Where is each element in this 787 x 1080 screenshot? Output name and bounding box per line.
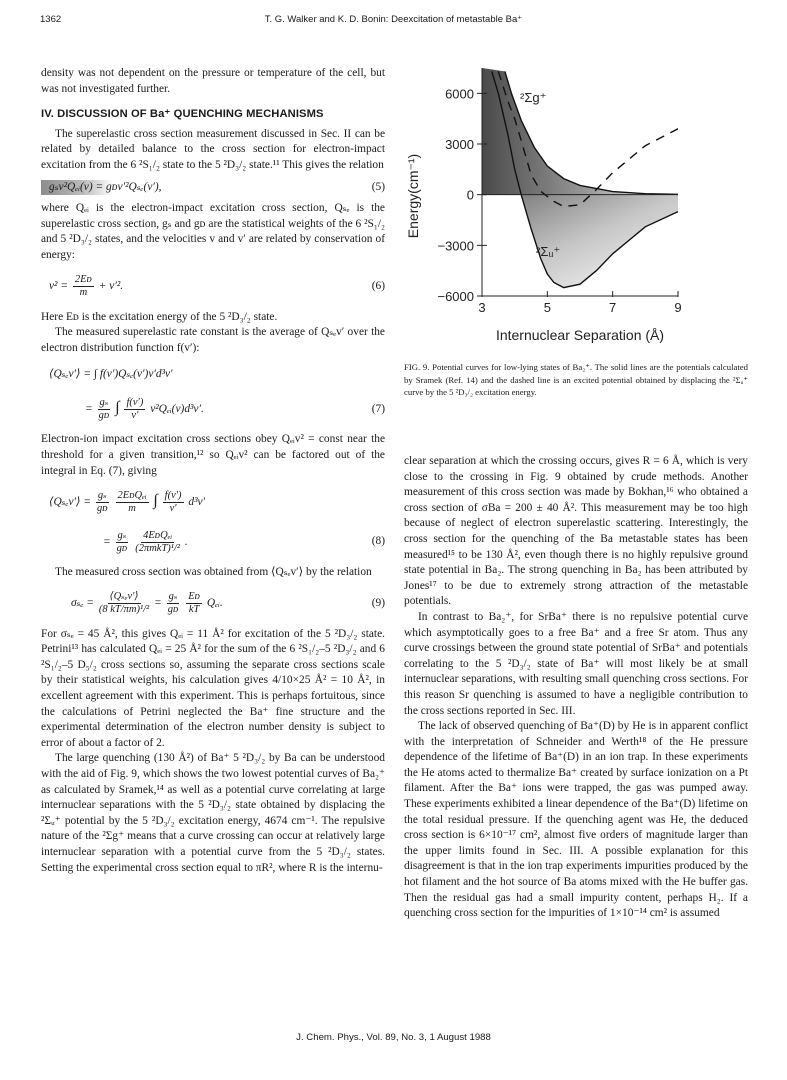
paragraph: For σₛₑ = 45 Å², this gives Qₑᵢ = 11 Å² for excitation of the 5 ²D₃/₂ state. Petrini¹³ has calculated Qₑᵢ = 25 Å² for the sum of the 6 ²S₁/₂–5 ²D₃/₂ and 6 ²S₁/₂–5 D₅/₂ cross sections so, assuming the separate cross sections scale by their statistical weights, his calculation gives 4/10×25 Å² = 10 Å², in excellent agreement with this experiment. This is perhaps fortuitous, since the calculations of Petrini neglected the Ba⁺ fine structure and the experimental determination of the electron number density is subject to error of about a factor of 2. — [41, 627, 385, 749]
eq-part: = — [85, 402, 93, 415]
equation-5 — [41, 180, 385, 196]
paragraph: density was not dependent on the pressure or temperature of the cell, but was not investigated further. — [41, 67, 385, 95]
eq-denominator: m — [79, 287, 88, 299]
paragraph: The measured superelastic rate constant is the average of Qₛₑv′ over the electron distribution function f(v′): — [41, 326, 385, 354]
eq-part: . — [184, 535, 188, 548]
x-tick-label: 5 — [543, 300, 551, 315]
running-title: T. G. Walker and K. D. Bonin: Deexcitation of metastable Ba⁺ — [264, 14, 523, 25]
paragraph: where Qₑᵢ is the electron-impact excitation cross section, Qₛₑ is the superelastic cross section, gₛ and gᴅ are the statistical weights of the 6 ²S₁/₂ and 5 ²D₃/₂ states, and the velocities v and v′ are related by conservation of energy: — [41, 202, 385, 261]
equation-8a — [41, 485, 385, 519]
eq-numerator: gₛ — [117, 529, 127, 541]
eq-numerator: 2Eᴅ — [74, 274, 92, 286]
page-number: 1362 — [40, 14, 62, 25]
y-tick-label: −3000 — [437, 238, 474, 254]
curve-label-sigma-u: ²Σᵤ⁺ — [536, 244, 561, 259]
eq-part: v² = — [49, 280, 69, 293]
eq-denominator: kT — [188, 604, 200, 616]
eq-numerator: gₛ — [168, 591, 178, 603]
x-tick-label: 3 — [478, 300, 486, 315]
eq-part: + v′². — [98, 280, 124, 293]
eq-denominator: gᴅ — [98, 409, 110, 421]
paragraph: The lack of observed quenching of Ba⁺(D) by He is in apparent conflict with the interpretation of Schneider and Werth¹⁸ of the He pressure dependence of the lifetime of Ba⁺(D) in an ion trap. In these experiments the He atoms acted to thermalize Ba⁺ created by surface ionization on a Pt filament. After the Ba⁺ ions were trapped, the gas was pumped away. These experiments exhibited a linear dependence of the Ba⁺(D) lifetime on the total residual pressure. If the quenching agent was He, the deduced cross section is 6×10⁻¹⁷ cm², almost five orders of magnitude larger than the upper limits found in Sec. III. A possible explanation for this disagreement is that in the ion trap experiments impurities produced by the hot filament and the hot source of Ba atoms mixed with the He buffer gas. Then the residual gas had a small impurity content, perhaps H₂. If a quenching cross section for the impurities of 1×10⁻¹⁴ cm² is assumed — [404, 720, 748, 920]
equation-body: gₛv²Qₑᵢ(v) = gᴅv′²Qₛₑ(v′), — [41, 180, 162, 196]
equation-number: (7) — [371, 402, 385, 415]
figure-9 — [400, 56, 750, 346]
y-tick-label: −6000 — [437, 289, 474, 304]
section-heading: IV. DISCUSSION OF Ba⁺ QUENCHING MECHANISMS — [41, 108, 324, 121]
eq-denominator: m — [128, 502, 136, 514]
paragraph: Here Eᴅ is the excitation energy of the 5 ²D₃/₂ state. — [41, 310, 278, 323]
eq-denominator: (2πmkT)¹/² — [135, 542, 181, 554]
paragraph: The measured cross section was obtained from ⟨Qₛₑv′⟩ by the relation — [55, 566, 372, 579]
eq-denominator: gᴅ — [167, 604, 179, 616]
eq-numerator: 2EᴅQₑᵢ — [117, 489, 147, 501]
x-axis-label: Internuclear Separation (Å) — [495, 327, 665, 343]
eq-numerator: gₛ — [97, 489, 107, 501]
eq-part: v²Qₑᵢ(v)d³v′. — [150, 402, 204, 415]
shading-sigma-g — [482, 68, 678, 195]
paragraph: Electron-ion impact excitation cross sections obey Qₑᵢv² = const near the threshold for a given transition,¹² so Qₑᵢv² can be factored out of the integral in Eq. (7), giving — [41, 433, 385, 477]
eq-denominator: gᴅ — [116, 542, 128, 554]
x-tick-label: 9 — [674, 300, 682, 315]
x-tick-label: 7 — [609, 300, 617, 315]
equation-7a — [41, 362, 385, 386]
eq-numerator: f(v′) — [164, 489, 182, 501]
eq-part: ⟨Qₛₑv′⟩ = — [49, 495, 92, 508]
journal-footer: J. Chem. Phys., Vol. 89, No. 3, 1 August 1988 — [296, 1032, 491, 1043]
paragraph: In contrast to Ba₂⁺, for SrBa⁺ there is no repulsive potential curve which asymptotically goes to a free Ba⁺ and a free Sr atom. Thus any curve crossings between the ground state potential of SrBa⁺ and potentials correlating to the 5 ²D₃/₂ state of Ba⁺ will most likely be at small internuclear separations, with resulting small quenching cross sections. For this reason Sr quenching is assumed to have a negligible contribution to the cross sections reported in Sec. III. — [404, 610, 748, 717]
curve-label-sigma-g: ²Σg⁺ — [520, 90, 547, 105]
eq-numerator: f(v′) — [126, 396, 144, 408]
y-axis-label: Energy(cm⁻¹) — [405, 153, 421, 239]
eq-denominator: (8 kT/πm)¹/² — [98, 604, 150, 616]
eq-part: Qₑᵢ. — [206, 597, 223, 610]
left-column — [41, 66, 385, 876]
eq-denominator: v′ — [131, 409, 139, 421]
integral-sign: ∫ — [115, 398, 120, 416]
equation-number: (8) — [371, 535, 385, 548]
equation-9 — [41, 587, 385, 621]
eq-numerator: Eᴅ — [188, 591, 201, 603]
equation-number: (6) — [371, 279, 385, 292]
potential-curve-chart — [400, 56, 750, 346]
right-column — [404, 454, 748, 922]
eq-numerator: 4EᴅQₑᵢ — [143, 529, 173, 541]
equation-6 — [41, 270, 385, 304]
eq-part: = — [103, 535, 111, 548]
paragraph: The large quenching (130 Å²) of Ba⁺ 5 ²D₃/₂ by Ba can be understood with the aid of Fig. 9, which shows the two lowest potential curves of Ba₂⁺ as calculated by Sramek,¹⁴ as well as a potential curve correlating at large internuclear separations with the 5 ²D₃/₂ state obtained by displacing the ²Σᵤ⁺ potential by the 5 ²D₃/₂ excitation energy, 4674 cm⁻¹. The repulsive nature of the ²Σg⁺ means that a curve crossing can occur at relatively large internuclear separation with a potential curve from the 5 ²D₃/₂ states. Setting the experimental cross section equal to πR², where R is the internu- — [41, 752, 385, 874]
equation-7b — [41, 392, 385, 426]
shading-sigma-u — [482, 195, 678, 288]
equation-body: ⟨Qₛₑv′⟩ = ∫ f(v′)Qₛₑ(v′)v′d³v′ — [49, 367, 173, 380]
equation-8b — [41, 525, 385, 559]
y-tick-label: 0 — [466, 187, 474, 203]
y-tick-label: 3000 — [445, 137, 474, 152]
integral-sign: ∫ — [153, 491, 158, 509]
eq-denominator: v′ — [169, 502, 177, 514]
paragraph: clear separation at which the crossing occurs, gives R = 6 Å, which is very close to the crossing in Fig. 9 obtained by crude methods. Another measurement of this cross section was made by Bokhan,¹⁶ who obtained a cross section of σBa = 200 ± 40 Å². This measurement may be too high because of neglect of electron superelastic scattering. Interestingly, the cross section for the quenching of the Ba metastable states has been measured¹⁵ to be 130 Å², even though there is no highly repulsive ground state potential in Ba₂. The strong quenching in Ba₂ has been attributed by Jones¹⁷ to be due to extremely strong attraction of the metastable potentials. — [404, 455, 748, 608]
eq-denominator: gᴅ — [96, 502, 108, 514]
eq-numerator: gₛ — [99, 396, 109, 408]
eq-part: = — [154, 597, 162, 610]
y-tick-label: 6000 — [445, 86, 474, 102]
equation-number: (5) — [371, 180, 385, 193]
paragraph: The superelastic cross section measurement discussed in Sec. II can be related by detailed balance to the cross section for electron-impact excitation from the 6 ²S₁/₂ state to the 5 ²D₃/₂ state.¹¹ This gives the relation — [41, 127, 385, 171]
eq-numerator: ⟨Qₛₑv′⟩ — [109, 591, 139, 603]
figure-caption: FIG. 9. Potential curves for low-lying states of Ba₂⁺. The solid lines are the potentials calculated by Sramek (Ref. 14) and the dashed line is an excited potential obtained by displacing the ²Σᵤ⁺ curve by the 5 ²D₃/₂ excitation energy. — [404, 362, 748, 398]
eq-part: σₛₑ = — [71, 597, 94, 610]
equation-number: (9) — [371, 596, 385, 609]
eq-part: d³v′ — [188, 495, 206, 508]
